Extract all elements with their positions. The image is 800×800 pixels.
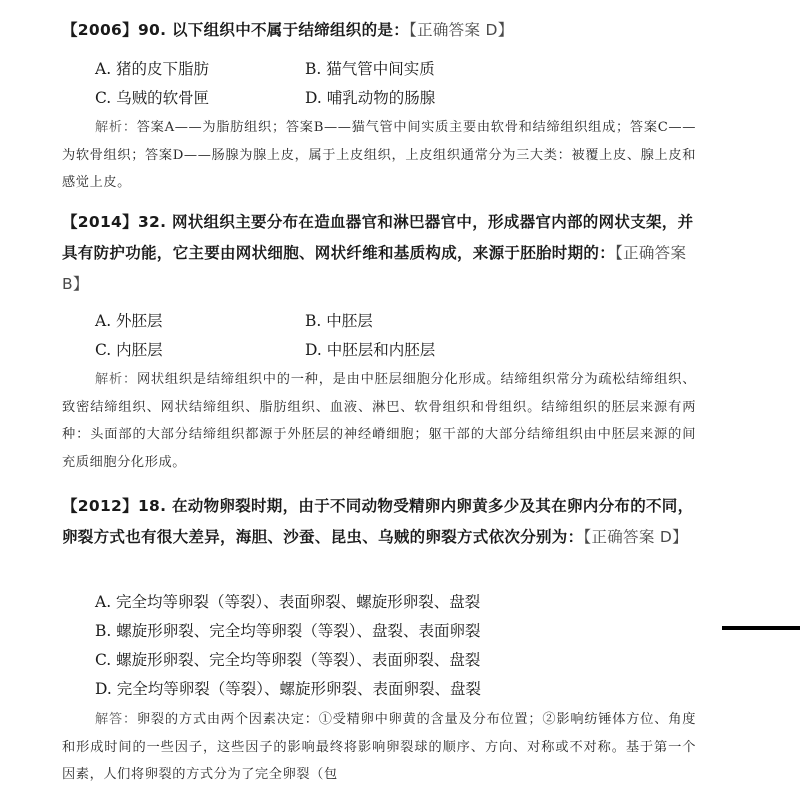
question-3-explanation-label: 解答：	[95, 712, 137, 727]
question-1-text: 90. 以下组织中不属于结缔组织的是：	[137, 21, 410, 39]
question-2-option-c: C. 内胚层	[95, 341, 163, 359]
question-3-option-c: C. 螺旋形卵裂、完全均等卵裂（等裂）、表面卵裂、盘裂	[95, 651, 481, 669]
question-2-explanation-label: 解析：	[95, 372, 137, 387]
question-1-option-d: D. 哺乳动物的肠腺	[305, 89, 436, 107]
question-1-year-tag: 【2006】	[62, 21, 138, 39]
question-2-heading	[62, 207, 702, 300]
question-1-explanation-label: 解析：	[95, 120, 137, 135]
question-1-answer: 【正确答案 D】	[409, 21, 514, 39]
question-2-explanation-text: 网状组织是结缔组织中的一种，是由中胚层细胞分化形成。结缔组织常分为疏松结缔组织、致密结缔组织、网状结缔组织、脂肪组织、血液、淋巴、软骨组织和骨组织。结缔组织的胚层来源有两种：头面部的大部分结缔组织都源于外胚层的神经嵴细胞；躯干部的大部分结缔组织由中胚层来源的间充质细胞分化形成。	[62, 372, 696, 470]
question-2-explanation	[62, 366, 696, 476]
question-3-explanation	[62, 706, 696, 789]
question-3-option-b: B. 螺旋形卵裂、完全均等卵裂（等裂）、盘裂、表面卵裂	[95, 622, 481, 640]
question-1-explanation-text: 答案A——为脂肪组织；答案B——猫气管中间实质主要由软骨和结缔组织组成；答案C——为软骨组织；答案D——肠腺为腺上皮，属于上皮组织，上皮组织通常分为三大类：被覆上皮、腺上皮和感觉上皮。	[62, 120, 696, 190]
question-3-explanation-text: 卵裂的方式由两个因素决定：①受精卵中卵黄的含量及分布位置；②影响纺锤体方位、角度和形成时间的一些因子，这些因子的影响最终将影响卵裂球的顺序、方向、对称或不对称。基于第一个因素，人们将卵裂的方式分为了完全卵裂（包	[62, 712, 696, 782]
question-3-answer: 【正确答案 D】	[583, 528, 688, 546]
question-1-option-b: B. 猫气管中间实质	[305, 60, 435, 78]
question-2-option-b: B. 中胚层	[305, 312, 373, 330]
question-1-option-c: C. 乌贼的软骨匣	[95, 89, 210, 107]
page-edge-rule	[722, 626, 800, 630]
question-2-answer: 【正确答案 B】	[62, 244, 687, 293]
question-3-option-d: D. 完全均等卵裂（等裂）、螺旋形卵裂、表面卵裂、盘裂	[95, 680, 481, 698]
question-1-heading	[62, 15, 702, 46]
question-1-option-a: A. 猪的皮下脂肪	[95, 60, 210, 78]
question-2-year-tag: 【2014】	[62, 213, 138, 231]
question-2-option-a: A. 外胚层	[95, 312, 163, 330]
question-1-explanation	[62, 114, 696, 197]
question-3-year-tag: 【2012】	[62, 497, 138, 515]
question-3-heading	[62, 491, 698, 553]
question-3-option-a: A. 完全均等卵裂（等裂）、表面卵裂、螺旋形卵裂、盘裂	[95, 593, 481, 611]
question-2-option-d: D. 中胚层和内胚层	[305, 341, 436, 359]
question-3-text: 18. 在动物卵裂时期，由于不同动物受精卵内卵黄多少及其在卵内分布的不同，卵裂方式也有很大差异，海胆、沙蚕、昆虫、乌贼的卵裂方式依次分别为：	[62, 497, 694, 546]
question-2-text: 32. 网状组织主要分布在造血器官和淋巴器官中，形成器官内部的网状支架，并具有防护功能，它主要由网状细胞、网状纤维和基质构成，来源于胚胎时期的：	[62, 213, 694, 262]
